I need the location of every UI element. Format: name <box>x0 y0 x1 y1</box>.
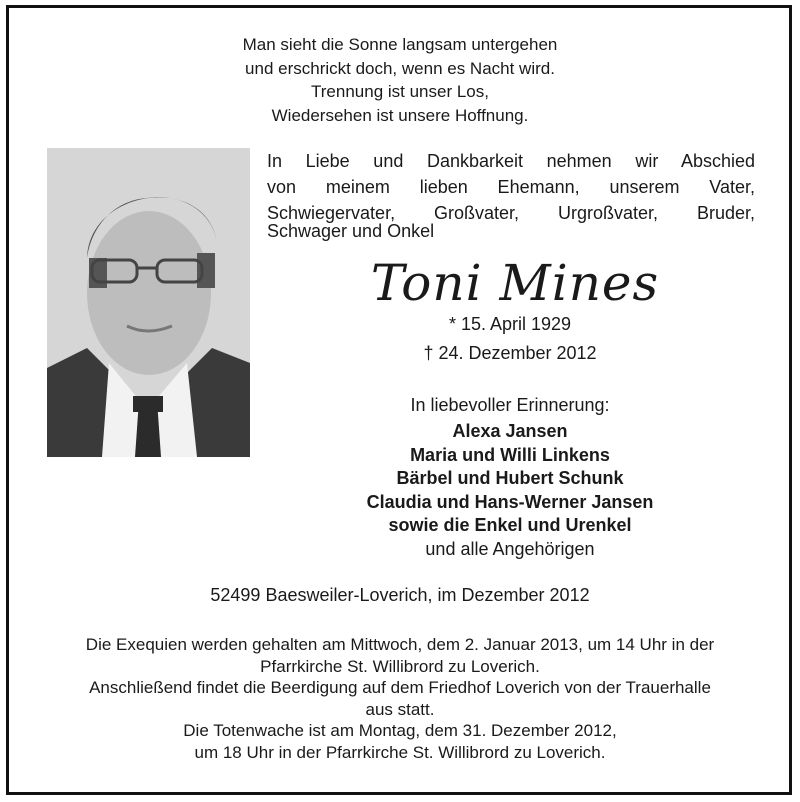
note-line: Pfarrkirche St. Willibrord zu Loverich. <box>260 656 540 676</box>
intro-line: Schwiegervater, Großvater, Urgroßvater, Bruder, <box>267 203 755 223</box>
poem <box>0 33 800 127</box>
intro-line: von meinem lieben Ehemann, unserem Vater, <box>267 177 755 197</box>
note-line: Die Exequien werden gehalten am Mittwoch, dem 2. Januar 2013, um 14 Uhr in der <box>85 635 715 654</box>
intro-text <box>267 148 755 226</box>
note-line: Die Totenwache ist am Montag, dem 31. Dezember 2012, <box>183 721 617 740</box>
note-line: aus statt. <box>365 699 435 719</box>
mourner-name: Bärbel und Hubert Schunk <box>396 468 624 488</box>
poem-line: Wiedersehen ist unsere Hoffnung. <box>271 105 529 125</box>
poem-line: und erschrickt doch, wenn es Nacht wird. <box>245 58 555 78</box>
deceased-name: Toni Mines <box>370 254 660 312</box>
poem-line: Trennung ist unser Los, <box>311 82 489 101</box>
service-notes <box>40 634 760 763</box>
remembrance-heading: In liebevoller Erinnerung: <box>410 395 610 415</box>
portrait-photo <box>47 148 250 457</box>
note-line: um 18 Uhr in der Pfarrkirche St. Willibrord zu Loverich. <box>194 742 606 762</box>
poem-line: Man sieht die Sonne langsam untergehen <box>242 35 558 54</box>
intro-line: In Liebe und Dankbarkeit nehmen wir Abschied <box>267 151 755 171</box>
mourner-name: sowie die Enkel und Urenkel <box>388 515 632 535</box>
mourner-name: Alexa Jansen <box>452 421 568 441</box>
note-line: Anschließend findet die Beerdigung auf dem Friedhof Loverich von der Trauerhalle <box>89 678 711 697</box>
mourner-name: Claudia und Hans-Werner Jansen <box>366 491 654 512</box>
mourners-list <box>250 420 770 561</box>
intro-last-line: Schwager und Onkel <box>267 221 435 241</box>
death-date: † 24. Dezember 2012 <box>423 343 597 363</box>
birth-date: * 15. April 1929 <box>448 314 572 334</box>
place-date: 52499 Baesweiler-Loverich, im Dezember 2012 <box>210 585 590 605</box>
mourner-name: Maria und Willi Linkens <box>410 444 610 465</box>
mourners-closing: und alle Angehörigen <box>425 538 595 559</box>
